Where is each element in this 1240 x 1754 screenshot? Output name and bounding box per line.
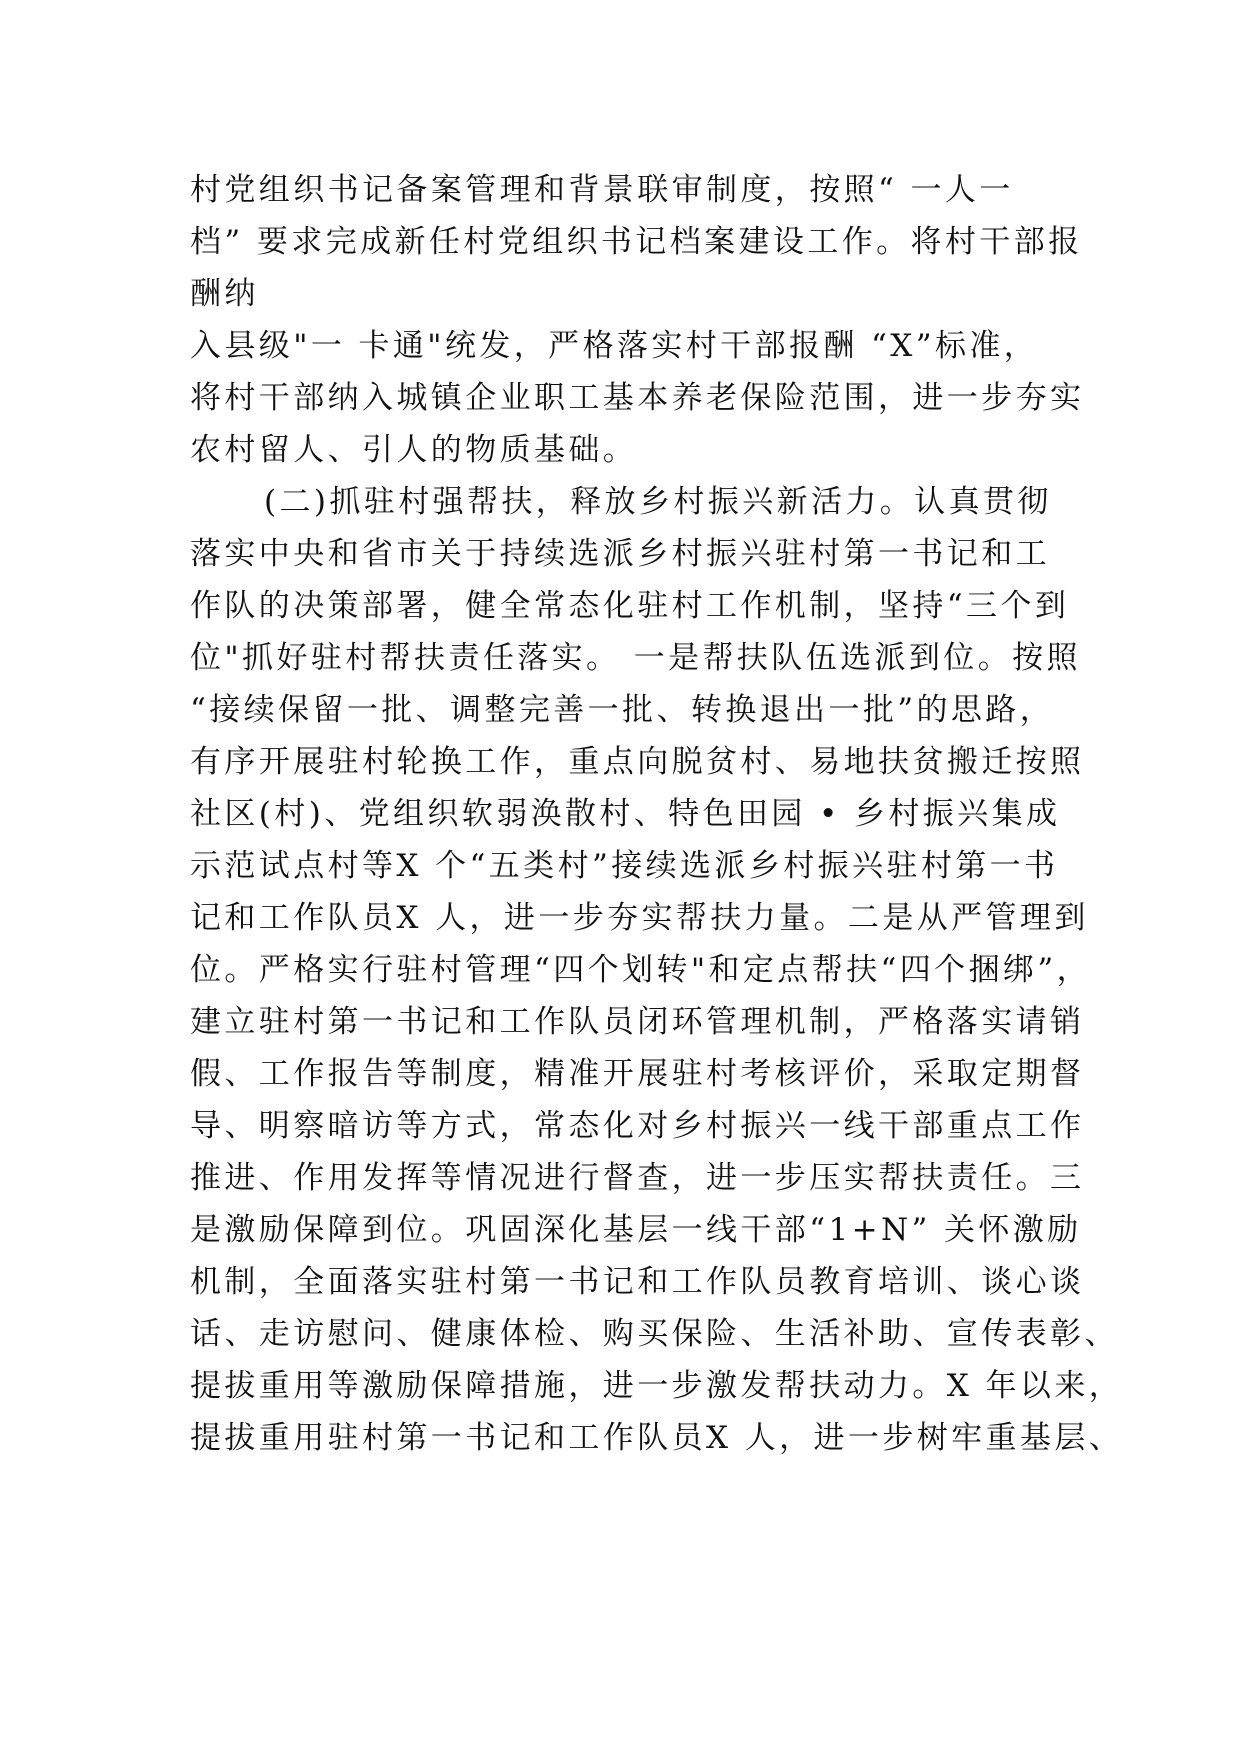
text-line-6: 农村留人、引人的物质基础。 (190, 432, 638, 468)
text-line-21: 是激励保障到位。巩固深化基层一线干部“1+N” 关怀激励 (190, 1212, 1082, 1248)
text-line-3: 酬纳 (190, 276, 259, 312)
text-line-5: 将村干部纳入城镇企业职工基本养老保险范围，进一步夯实 (190, 380, 1085, 416)
text-line-16: 位。严格实行驻村管理“四个划转"和定点帮扶“四个捆绑”， (190, 952, 1092, 988)
text-line-11: “接续保留一批、调整完善一批、转换退出一批”的思路， (190, 692, 1055, 728)
text-line-8: 落实中央和省市关于持续选派乡村振兴驻村第一书记和工 (190, 536, 1050, 572)
text-line-9: 作队的决策部署，健全常态化驻村工作机制，坚持“三个到 (190, 588, 1070, 624)
text-line-10: 位"抓好驻村帮扶责任落实。 一是帮扶队伍选派到位。按照 (190, 640, 1081, 676)
text-line-25: 提拔重用驻村第一书记和工作队员X 人，进一步树牢重基层、 (190, 1420, 1124, 1456)
text-line-12: 有序开展驻村轮换工作，重点向脱贫村、易地扶贫搬迁按照 (190, 744, 1085, 780)
text-line-4: 入县级"一 卡通"统发，严格落实村干部报酬 “X”标准， (190, 328, 1039, 364)
text-line-19: 导、明察暗访等方式，常态化对乡村振兴一线干部重点工作 (190, 1108, 1085, 1144)
text-line-18: 假、工作报告等制度，精准开展驻村考核评价，采取定期督 (190, 1056, 1085, 1092)
text-line-2: 档” 要求完成新任村党组织书记档案建设工作。将村干部报 (190, 224, 1083, 260)
text-line-22: 机制，全面落实驻村第一书记和工作队员教育培训、谈心谈 (190, 1264, 1085, 1300)
text-line-17: 建立驻村第一书记和工作队员闭环管理机制，严格落实请销 (190, 1004, 1085, 1040)
text-line-24: 提拔重用等激励保障措施，进一步激发帮扶动力。X 年以来， (190, 1368, 1124, 1404)
text-line-13: 社区(村)、党组织软弱涣散村、特色田园 • 乡村振兴集成 (190, 796, 1061, 832)
section-heading-line: (二)抓驻村强帮扶，释放乡村振兴新活力。认真贯彻 (264, 484, 1052, 520)
text-line-15: 记和工作队员X 人，进一步夯实帮扶力量。二是从严管理到 (190, 900, 1089, 936)
text-line-23: 话、走访慰问、健康体检、购买保险、生活补助、宣传表彰、 (190, 1316, 1119, 1352)
text-line-14: 示范试点村等X 个“五类村”接续选派乡村振兴驻村第一书 (190, 848, 1059, 884)
text-line-20: 推进、作用发挥等情况进行督查，进一步压实帮扶责任。三 (190, 1160, 1085, 1196)
text-line-1: 村党组织书记备案管理和背景联审制度，按照“ 一人一 (190, 172, 1014, 208)
